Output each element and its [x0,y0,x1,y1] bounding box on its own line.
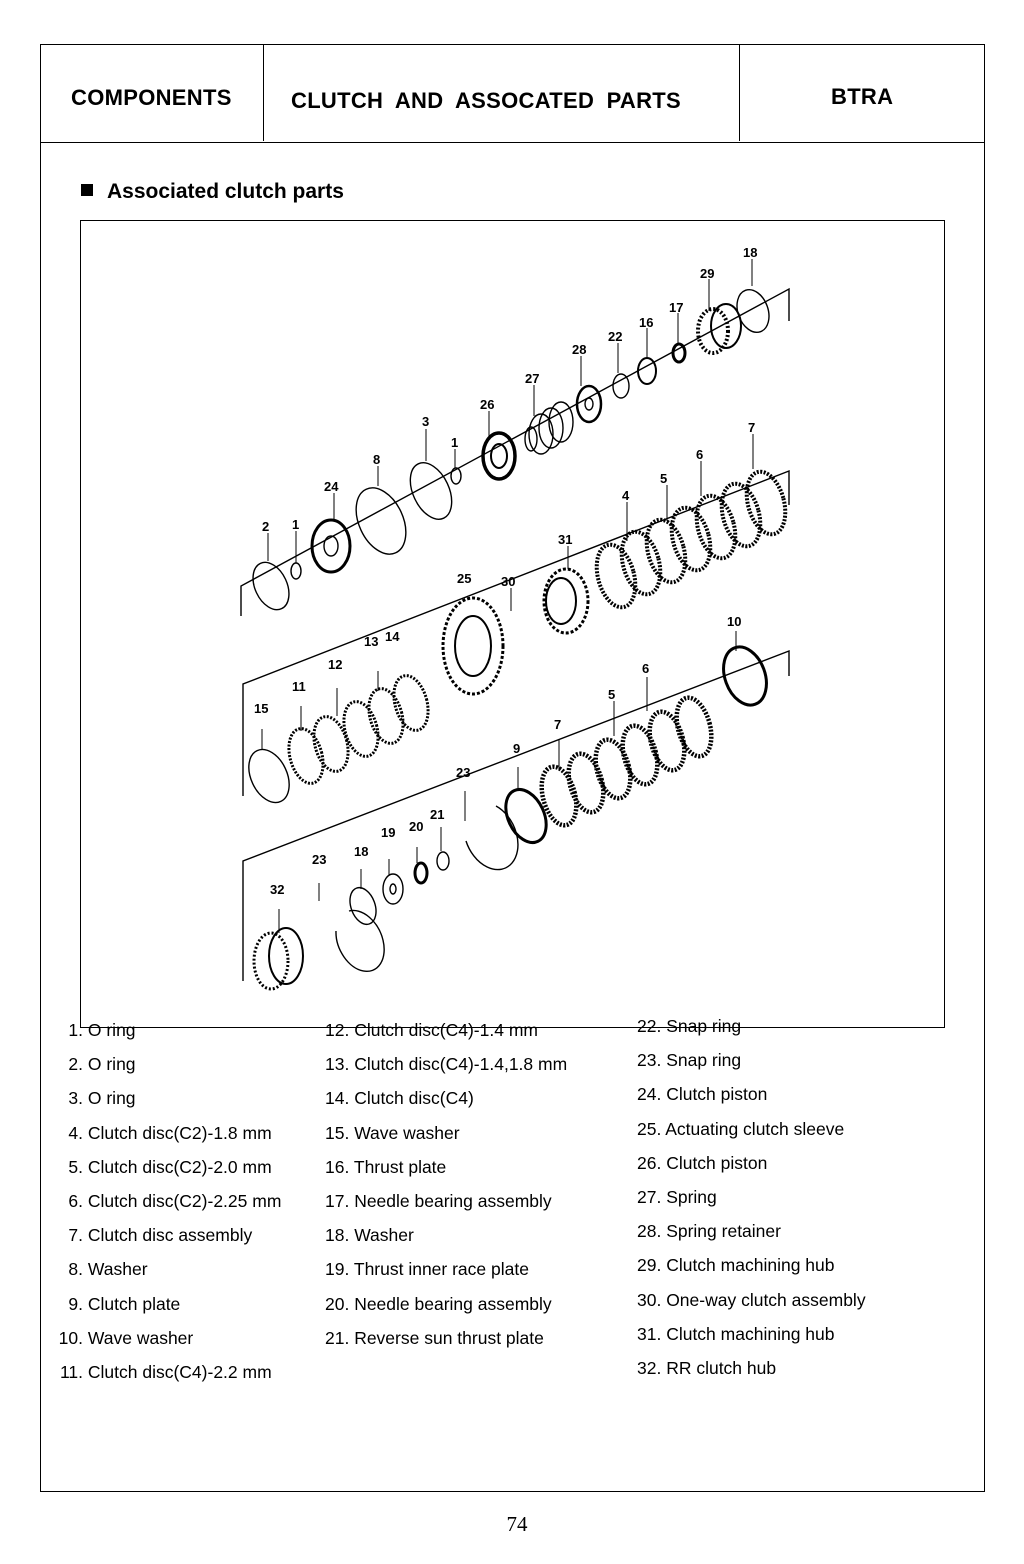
legend-item: 10. Wave washer [58,1327,194,1348]
callout-24: 24 [324,479,339,494]
o-ring-1a [291,563,301,579]
one-way-clutch-30 [546,578,576,624]
callout-12: 12 [328,657,343,672]
callout-7a: 7 [748,420,756,435]
callout-5b: 5 [608,687,616,702]
spring-retainer-28 [577,386,601,422]
callout-23a: 23 [456,765,471,780]
legend-column-2 [325,1020,567,1362]
legend-item: 13. Clutch disc(C4)-1.4,1.8 mm [325,1054,568,1075]
disc-13 [338,698,383,760]
callout-30: 30 [501,574,516,589]
callout-3: 3 [422,414,430,429]
callout-22: 22 [608,329,623,344]
header-model: BTRA [831,84,894,109]
section-heading [81,180,344,204]
snap-ring-22 [613,374,629,398]
legend-item: 14. Clutch disc(C4) [325,1088,474,1109]
callout-4: 4 [622,488,630,503]
legend-item: 27. Spring [637,1186,717,1207]
diagram-svg [81,221,946,1029]
disc-5d [617,722,663,788]
legend-item: 19. Thrust inner race plate [325,1259,529,1280]
callout-26: 26 [480,397,495,412]
exploded-parts-diagram [80,220,945,1028]
disc-11 [283,725,328,787]
thrust-race-19-hole [390,884,396,894]
spring-27a [525,427,537,451]
section-title: Associated clutch parts [107,180,344,203]
callout-8: 8 [373,452,381,467]
legend-item: 21. Reverse sun thrust plate [325,1327,544,1348]
disc-6c [644,708,690,774]
callout-17: 17 [669,300,684,315]
square-bullet-icon [81,184,93,196]
legend-item: 25. Actuating clutch sleeve [637,1118,845,1139]
disc-14 [388,672,433,734]
legend-column-1 [50,1020,310,1396]
disc-4a [590,540,641,611]
needle-bearing-17 [673,344,685,362]
callout-7b: 7 [554,717,562,732]
callout-16: 16 [639,315,654,330]
callout-9: 9 [513,741,521,756]
callout-5a: 5 [660,471,668,486]
legend-item: 11. Clutch disc(C4)-2.2 mm [59,1361,272,1382]
o-ring-2 [246,557,296,616]
clutch-piston-24 [312,520,350,572]
disc-5b [665,503,716,574]
callout-23b: 23 [312,852,327,867]
washer-18b [345,884,381,928]
clutch-hub-29-back [711,304,741,348]
legend-item: 6. Clutch disc(C2)-2.25 mm [68,1190,282,1211]
header-title-cell [263,45,740,141]
legend-item: 8. Washer [68,1259,148,1280]
needle-bearing-20 [415,863,427,883]
disc-6d [671,694,717,760]
snap-ring-23a [466,806,518,870]
legend-item: 29. Clutch machining hub [637,1255,835,1276]
callout-6a: 6 [696,447,704,462]
callout-21: 21 [430,807,445,822]
header-table [41,45,984,143]
legend-item: 7. Clutch disc assembly [68,1225,253,1246]
callout-29: 29 [700,266,715,281]
disc-4b [615,527,666,598]
wave-washer-10 [716,641,774,711]
callout-25: 25 [457,571,472,586]
callout-14: 14 [385,629,400,644]
callout-11: 11 [292,679,306,694]
reverse-sun-plate-21 [437,852,449,870]
legend-item: 28. Spring retainer [637,1221,781,1242]
disc-6a [690,491,741,562]
callout-2: 2 [262,519,270,534]
clutch-piston-26-hub [491,444,507,468]
legend-item: 5. Clutch disc(C2)-2.0 mm [68,1156,272,1177]
thrust-race-19 [383,874,403,904]
disc-7c [563,750,609,816]
disc-12 [308,713,353,775]
legend-item: 2. O ring [68,1054,136,1075]
callout-15: 15 [254,701,269,716]
legend-item: 1. O ring [68,1020,136,1040]
actuating-sleeve-25-inner [455,616,491,676]
callout-1b: 1 [292,517,300,532]
disc-7 [740,467,791,538]
legend-item: 30. One-way clutch assembly [637,1289,866,1310]
clutch-piston-26 [483,433,515,479]
legend-item: 23. Snap ring [637,1050,742,1071]
legend-item: 9. Clutch plate [68,1293,181,1314]
callout-6b: 6 [642,661,650,676]
legend-item: 16. Thrust plate [325,1156,447,1177]
header-model-cell [739,45,984,141]
actuating-sleeve-25 [443,598,503,694]
o-ring-1b [451,468,461,484]
legend-item: 31. Clutch machining hub [637,1323,835,1344]
callout-28: 28 [572,342,587,357]
washer-8 [346,480,415,562]
callout-31: 31 [558,532,573,547]
callout-32: 32 [270,882,285,897]
disc-13b [363,685,408,747]
legend-item: 17. Needle bearing assembly [325,1190,552,1211]
spring-retainer-28-hole [585,398,593,410]
callout-10: 10 [727,614,742,629]
legend-item: 4. Clutch disc(C2)-1.8 mm [68,1122,272,1143]
rr-clutch-hub-32-back [269,928,303,984]
clutch-piston-24-hub [324,536,338,556]
o-ring-3 [402,456,460,526]
legend-item: 18. Washer [325,1225,414,1246]
callout-27: 27 [525,371,540,386]
legend-item: 20. Needle bearing assembly [325,1293,552,1314]
legend-column-3 [637,1016,866,1392]
legend-item: 15. Wave washer [325,1122,460,1143]
disc-5c [590,736,636,802]
row3-guide [243,651,789,981]
legend-item: 3. O ring [68,1088,136,1109]
callout-18b: 18 [354,844,369,859]
legend-item: 32. RR clutch hub [637,1357,777,1378]
header-components: COMPONENTS [71,85,232,110]
callout-13: 13 [364,634,379,649]
header-components-cell [41,45,264,141]
legend-item: 22. Snap ring [637,1016,742,1036]
callout-19: 19 [381,825,396,840]
callout-1a: 1 [451,435,459,450]
header-title: CLUTCH AND ASSOCATED PARTS [291,88,682,113]
callout-18a: 18 [743,245,758,260]
callout-20: 20 [409,819,424,834]
spring-27d [549,402,573,442]
legend-item: 12. Clutch disc(C4)-1.4 mm [325,1020,538,1040]
legend-item: 24. Clutch piston [637,1084,768,1105]
snap-ring-23b [336,910,384,971]
page-number: 74 [506,1512,528,1536]
thrust-plate-16 [638,358,656,384]
washer-18 [731,285,774,337]
clutch-plate-9 [498,783,554,849]
legend-item: 26. Clutch piston [637,1152,768,1173]
